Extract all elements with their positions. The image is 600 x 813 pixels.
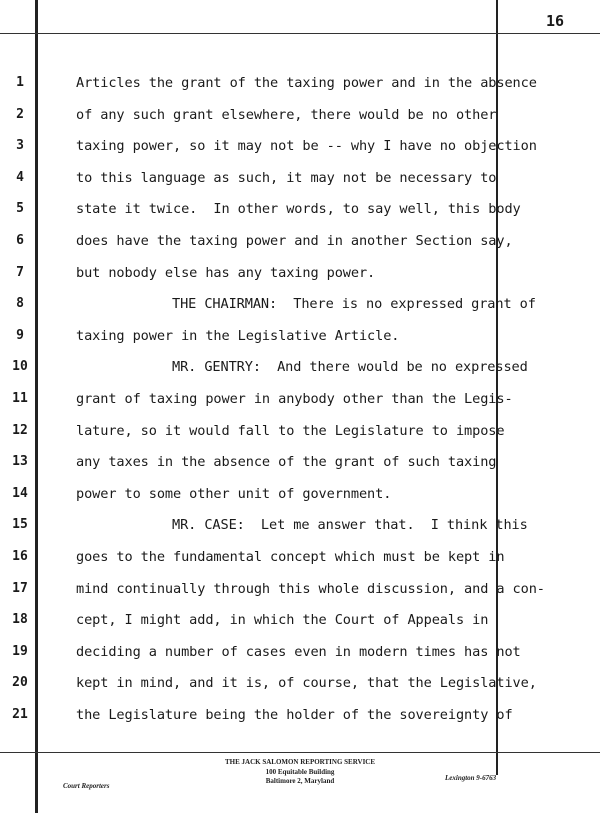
line-text: taxing power in the Legislative Article. [76,327,400,344]
line-text: power to some other unit of government. [76,485,392,502]
line-number: 16 [12,549,28,564]
transcript-line [0,107,600,127]
line-number: 1 [16,75,24,90]
transcript-line [0,581,600,601]
line-number: 5 [16,201,24,217]
footer-left: Court Reporters [63,782,110,790]
transcript-line [0,517,600,537]
transcript-line [0,707,600,727]
transcript-line [0,359,600,379]
line-text: cept, I might add, in which the Court of Appeals in [76,612,489,629]
transcript-line [0,644,600,664]
line-text: deciding a number of cases even in modern times has not [76,643,521,660]
line-number: 10 [12,359,28,375]
line-number: 17 [12,580,28,596]
line-text: state it twice. In other words, to say well, this body [76,201,521,218]
line-text: goes to the fundamental concept which must be kept in [76,549,505,565]
line-text: does have the taxing power and in another Section say, [76,233,513,249]
transcript-line [0,612,600,632]
line-text: MR. GENTRY: And there would be no expressed [172,359,528,376]
line-number: 8 [16,296,24,312]
transcript-line [0,75,600,95]
line-number: 9 [16,327,24,343]
transcript-line [0,675,600,695]
line-number: 20 [12,675,28,691]
line-text: Articles the grant of the taxing power and in the absence [76,75,537,91]
line-text: grant of taxing power in anybody other than the Legis- [76,391,513,407]
line-number: 14 [12,485,28,501]
transcript-line [0,265,600,285]
transcript-line [0,170,600,190]
line-text: taxing power, so it may not be -- why I have no objection [76,138,537,155]
line-number: 7 [16,264,24,280]
transcript-line [0,296,600,316]
line-number: 12 [12,422,28,438]
line-number: 18 [12,612,28,628]
transcript-line [0,423,600,443]
line-number: 13 [12,454,28,470]
footer-rule [0,752,600,753]
line-number: 3 [16,138,24,154]
line-text: lature, so it would fall to the Legislature to impose [76,422,505,439]
transcript-line [0,328,600,348]
footer-address1: 100 Equitable Building [265,768,335,776]
line-text: kept in mind, and it is, of course, that the Legislative, [76,675,537,692]
footer-phone: Lexington 9-6763 [445,774,497,782]
line-number: 6 [16,233,24,248]
transcript-line [0,391,600,411]
line-text: mind continually through this whole discussion, and a con- [76,580,545,597]
footer-address2: Baltimore 2, Maryland [265,777,335,785]
line-text: to this language as such, it may not be necessary to [76,169,497,186]
transcript-line [0,486,600,506]
page-number: 16 [545,12,564,30]
line-number: 19 [12,643,28,659]
transcript-line [0,201,600,221]
transcript-line [0,138,600,158]
line-text: THE CHAIRMAN: There is no expressed grant of [172,296,536,313]
transcript-line [0,549,600,569]
line-text: of any such grant elsewhere, there would be no other [76,106,497,123]
line-text: but nobody else has any taxing power. [76,264,376,281]
header-rule [0,33,600,34]
line-number: 4 [16,169,24,185]
line-number: 15 [12,517,28,533]
line-number: 21 [12,707,28,722]
footer-company: THE JACK SALOMON REPORTING SERVICE [224,758,376,766]
line-number: 11 [12,391,28,406]
line-text: MR. CASE: Let me answer that. I think this [172,517,528,534]
line-text: any taxes in the absence of the grant of such taxing [76,454,497,471]
transcript-line [0,233,600,253]
line-number: 2 [16,106,24,122]
transcript-line [0,454,600,474]
line-text: the Legislature being the holder of the sovereignty of [76,707,513,723]
